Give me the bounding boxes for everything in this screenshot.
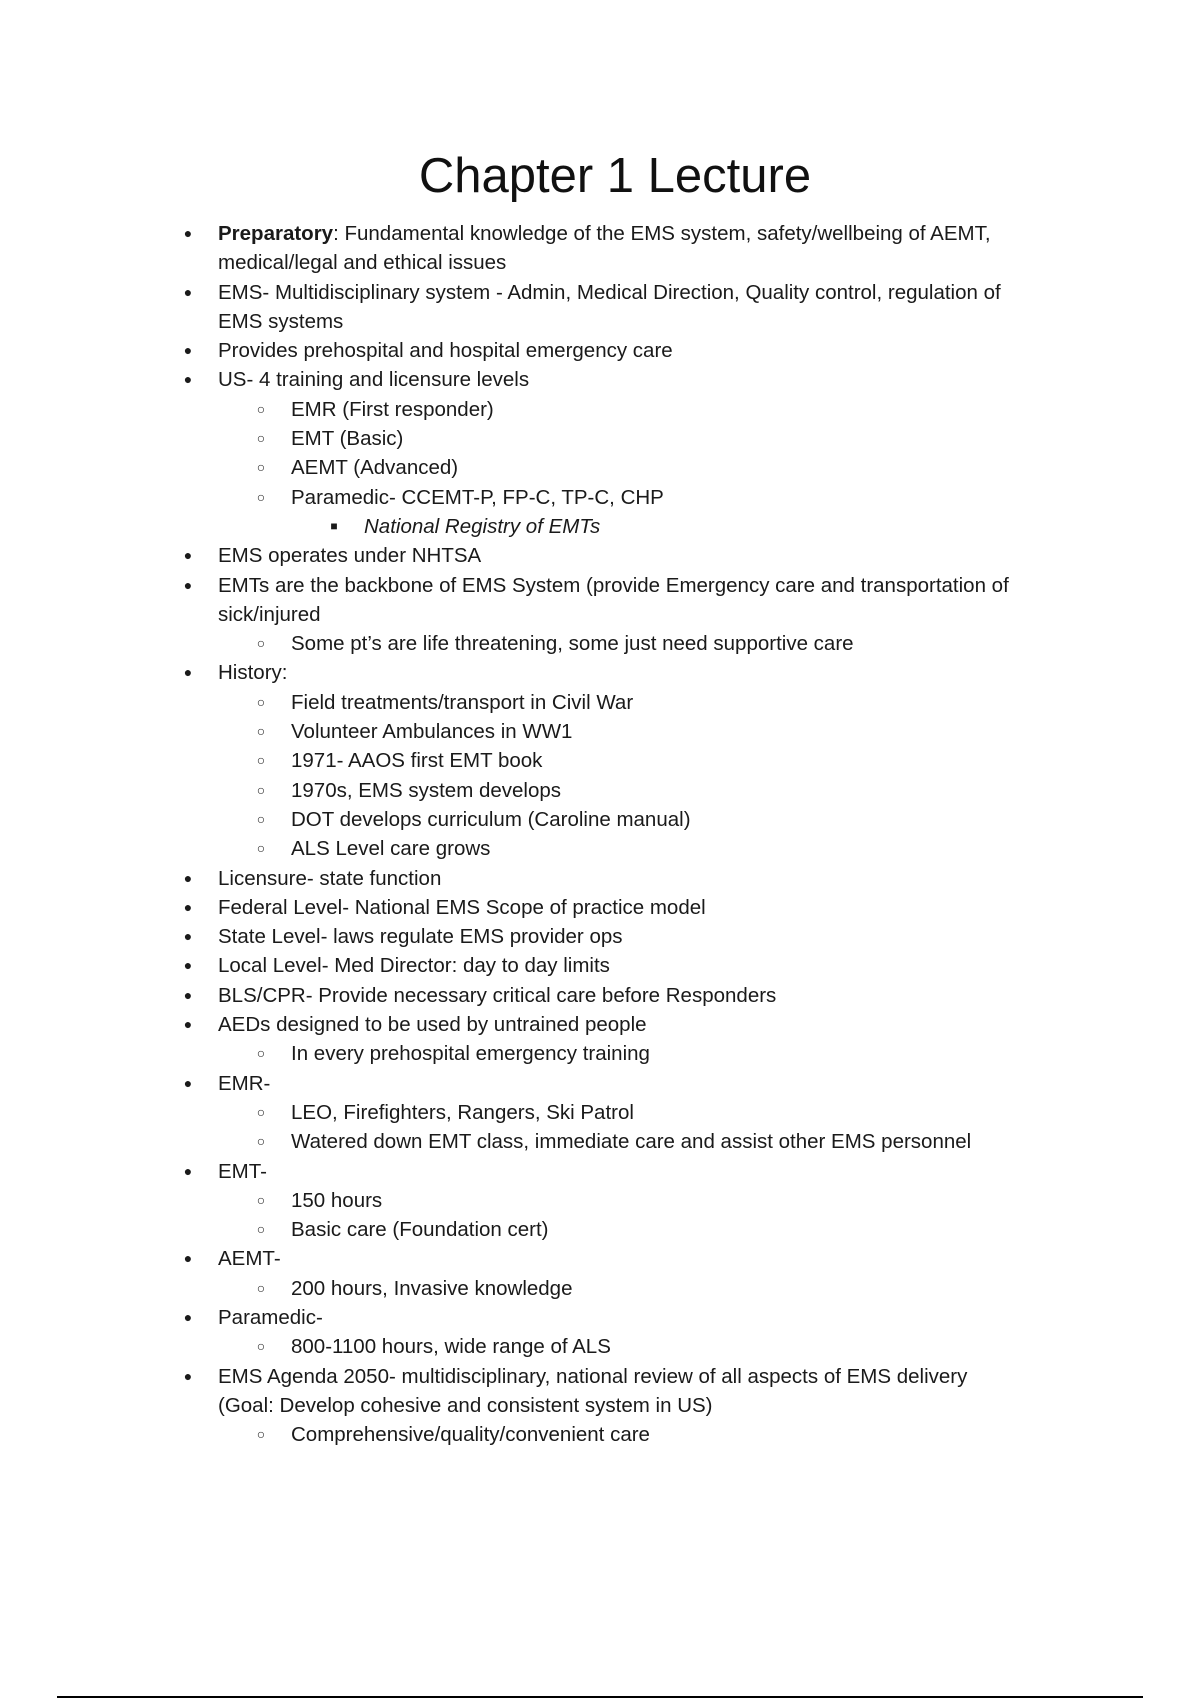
list-item-text: Local Level- Med Director: day to day limits	[218, 954, 610, 978]
list-item-level-1	[0, 365, 1200, 394]
list-item-level-2	[0, 746, 1200, 775]
list-item-text: 1971- AAOS first EMT book	[291, 749, 543, 773]
list-item-level-2	[0, 483, 1200, 512]
list-item-text: EMS systems	[218, 309, 344, 333]
list-item-text	[218, 219, 991, 248]
bullet-icon: ●	[183, 1308, 193, 1325]
list-item-level-1	[0, 893, 1200, 922]
list-item-text: EMS operates under NHTSA	[218, 544, 482, 568]
footer-divider	[57, 1696, 1143, 1698]
list-item-level-1	[0, 1303, 1200, 1332]
circle-bullet-icon: ○	[256, 459, 266, 476]
list-item-level-1	[0, 951, 1200, 980]
list-item-text: History:	[218, 661, 288, 685]
list-item-level-2	[0, 688, 1200, 717]
bold-term: Preparatory	[218, 222, 334, 245]
bullet-icon: ●	[183, 283, 193, 300]
bullet-icon: ●	[183, 547, 193, 564]
list-item-level-1	[0, 278, 1200, 307]
circle-bullet-icon: ○	[256, 781, 266, 798]
list-item-level-2	[0, 776, 1200, 805]
bullet-icon: ●	[183, 869, 193, 886]
bullet-icon: ●	[183, 576, 193, 593]
list-item-continuation	[0, 307, 1200, 336]
bullet-icon: ●	[183, 225, 193, 241]
circle-bullet-icon: ○	[256, 1338, 266, 1355]
bullet-icon: ●	[183, 1367, 193, 1384]
list-item-text: medical/legal and ethical issues	[218, 251, 507, 275]
bullet-icon: ●	[183, 342, 193, 359]
list-item-level-1	[0, 336, 1200, 365]
list-item-text: EMS- Multidisciplinary system - Admin, Medical Direction, Quality control, regulation of	[218, 280, 1001, 304]
list-item-text: DOT develops curriculum (Caroline manual)	[291, 807, 691, 831]
bullet-icon: ●	[183, 957, 193, 974]
circle-bullet-icon: ○	[256, 693, 266, 710]
list-item-text: Comprehensive/quality/convenient care	[291, 1423, 650, 1447]
list-item-continuation	[0, 600, 1200, 629]
circle-bullet-icon: ○	[256, 1191, 266, 1208]
list-item-level-2	[0, 1127, 1200, 1156]
list-item-level-1	[0, 981, 1200, 1010]
list-item-level-1	[0, 1244, 1200, 1273]
circle-bullet-icon: ○	[256, 1426, 266, 1443]
bullet-icon: ●	[183, 371, 193, 388]
list-item-text: US- 4 training and licensure levels	[218, 368, 530, 392]
bullet-icon: ●	[183, 1250, 193, 1267]
page-title: Chapter 1 Lecture	[418, 149, 812, 203]
list-item-text: 800-1100 hours, wide range of ALS	[291, 1335, 611, 1359]
bullet-icon: ●	[183, 1016, 193, 1033]
list-item-text: 1970s, EMS system develops	[291, 778, 562, 802]
bullet-icon: ●	[183, 986, 193, 1003]
list-item-level-1	[0, 922, 1200, 951]
list-item-level-2	[0, 1215, 1200, 1244]
list-item-text: EMT-	[218, 1159, 267, 1183]
circle-bullet-icon: ○	[256, 840, 266, 857]
bullet-icon: ●	[183, 928, 193, 945]
list-item-text: Some pt’s are life threatening, some just need supportive care	[291, 632, 854, 656]
list-item-level-1	[0, 864, 1200, 893]
lecture-notes-list	[0, 219, 1200, 1449]
list-item-level-1	[0, 1362, 1200, 1391]
circle-bullet-icon: ○	[256, 1279, 266, 1296]
list-item-level-2	[0, 1420, 1200, 1449]
list-item-level-2	[0, 453, 1200, 482]
term-definition: : Fundamental knowledge of the EMS system, safety/wellbeing of AEMT,	[333, 222, 991, 245]
list-item-level-2	[0, 395, 1200, 424]
list-item-continuation	[0, 1391, 1200, 1420]
list-item-text: EMR-	[218, 1071, 271, 1095]
list-item-text: ALS Level care grows	[291, 837, 491, 861]
circle-bullet-icon: ○	[256, 1045, 266, 1062]
circle-bullet-icon: ○	[256, 723, 266, 740]
list-item-level-2	[0, 834, 1200, 863]
list-item-text: In every prehospital emergency training	[291, 1042, 650, 1066]
list-item-text: 200 hours, Invasive knowledge	[291, 1276, 573, 1300]
list-item-text: EMTs are the backbone of EMS System (provide Emergency care and transportation of	[218, 573, 1009, 597]
list-item-level-1	[0, 571, 1200, 600]
circle-bullet-icon: ○	[256, 488, 266, 505]
list-item-level-2	[0, 1274, 1200, 1303]
list-item-text: 150 hours	[291, 1188, 383, 1212]
list-item-level-2	[0, 629, 1200, 658]
list-item-text: AEDs designed to be used by untrained people	[218, 1013, 647, 1037]
list-item-level-1	[0, 1157, 1200, 1186]
list-item-text: sick/injured	[218, 602, 321, 626]
list-item-text: AEMT-	[218, 1247, 281, 1271]
list-item-level-1	[0, 1010, 1200, 1039]
square-bullet-icon: ■	[330, 518, 338, 533]
list-item-text: EMS Agenda 2050- multidisciplinary, national review of all aspects of EMS delivery	[218, 1364, 968, 1388]
circle-bullet-icon: ○	[256, 752, 266, 769]
list-item-text: Federal Level- National EMS Scope of practice model	[218, 895, 706, 919]
list-item-text: Paramedic-	[218, 1305, 323, 1329]
circle-bullet-icon: ○	[256, 635, 266, 652]
list-item-level-1	[0, 1069, 1200, 1098]
list-item-level-1	[0, 658, 1200, 687]
list-item-level-1	[0, 541, 1200, 570]
list-item-text: LEO, Firefighters, Rangers, Ski Patrol	[291, 1100, 634, 1124]
bullet-icon: ●	[183, 1074, 193, 1091]
list-item-level-1	[0, 219, 1200, 248]
list-item-level-2	[0, 1186, 1200, 1215]
circle-bullet-icon: ○	[256, 430, 266, 447]
list-item-level-2	[0, 1039, 1200, 1068]
circle-bullet-icon: ○	[256, 400, 266, 417]
list-item-text: Provides prehospital and hospital emergency care	[218, 339, 673, 363]
circle-bullet-icon: ○	[256, 810, 266, 827]
list-item-level-3	[0, 512, 1200, 541]
list-item-continuation	[0, 248, 1200, 277]
list-item-text: Paramedic- CCEMT-P, FP-C, TP-C, CHP	[291, 485, 664, 509]
list-item-text: Watered down EMT class, immediate care and assist other EMS personnel	[291, 1130, 972, 1154]
list-item-text: State Level- laws regulate EMS provider ops	[218, 925, 623, 949]
list-item-text: AEMT (Advanced)	[291, 456, 459, 480]
bullet-icon: ●	[183, 664, 193, 681]
list-item-level-2	[0, 424, 1200, 453]
list-item-level-2	[0, 1098, 1200, 1127]
list-item-level-2	[0, 717, 1200, 746]
list-item-text: EMT (Basic)	[291, 427, 404, 451]
list-item-level-2	[0, 1332, 1200, 1361]
bullet-icon: ●	[183, 898, 193, 915]
list-item-text: Licensure- state function	[218, 866, 442, 890]
circle-bullet-icon: ○	[256, 1103, 266, 1120]
bullet-icon: ●	[183, 1162, 193, 1179]
circle-bullet-icon: ○	[256, 1133, 266, 1150]
list-item-text: EMR (First responder)	[291, 397, 494, 421]
circle-bullet-icon: ○	[256, 1221, 266, 1238]
list-item-text: BLS/CPR- Provide necessary critical care before Responders	[218, 983, 777, 1007]
list-item-level-2	[0, 805, 1200, 834]
list-item-text: National Registry of EMTs	[364, 514, 601, 538]
list-item-text: Volunteer Ambulances in WW1	[291, 720, 573, 744]
list-item-text: Field treatments/transport in Civil War	[291, 690, 634, 714]
list-item-text: (Goal: Develop cohesive and consistent system in US)	[218, 1393, 713, 1417]
list-item-text: Basic care (Foundation cert)	[291, 1218, 549, 1242]
